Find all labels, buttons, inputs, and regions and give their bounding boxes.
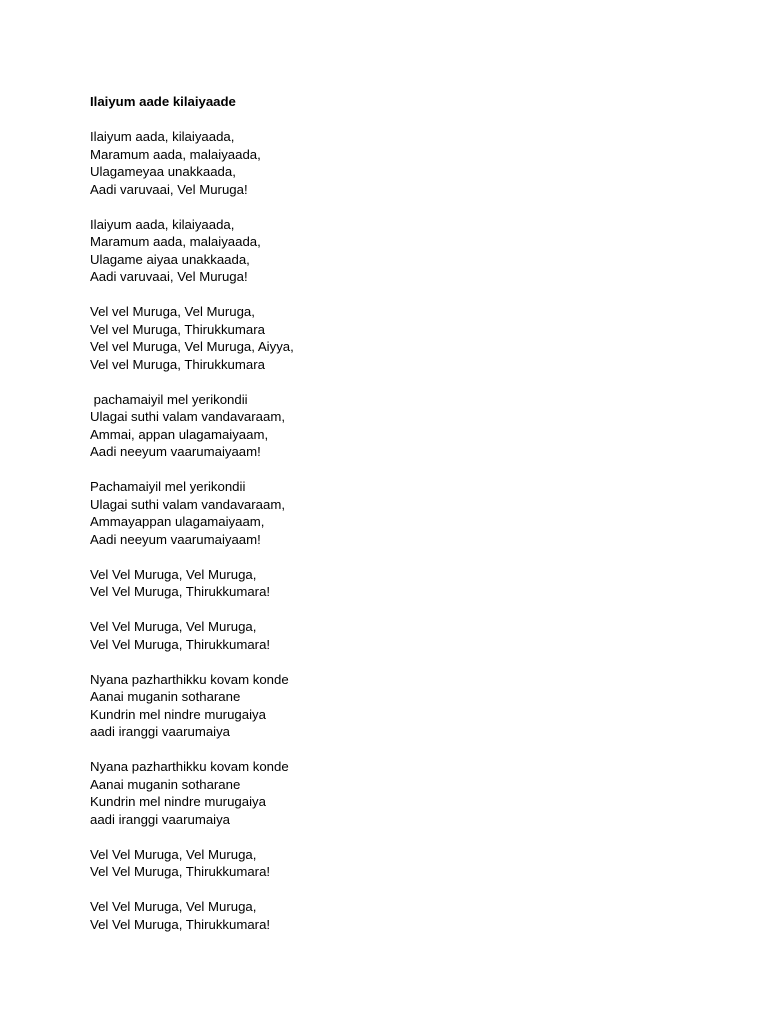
lyric-line: Vel Vel Muruga, Thirukkumara! [90,584,271,599]
lyric-line: Aadi neeyum vaarumaiyaam! [90,531,261,547]
lyric-line: Vel vel Muruga, Vel Muruga, Aiyya, [90,339,294,354]
lyric-line: Ilaiyum aada, kilaiyaada, [90,129,235,144]
lyric-line: Ammai, appan ulagamaiyaam, [90,426,269,442]
lyric-line: Nyana pazharthikku kovam konde [90,671,289,687]
lyric-line: Vel vel Muruga, Thirukkumara [90,321,265,337]
lyric-line: Pachamaiyil mel yerikondii [90,479,246,494]
document-title: Ilaiyum aade kilaiyaade [90,94,236,109]
lyric-line: Ulagame aiyaa unakkaada, [90,251,250,267]
lyric-line: aadi iranggi vaarumaiya [90,724,231,739]
lyric-line: Aadi varuvaai, Vel Muruga! [90,269,248,284]
lyric-line: Nyana pazharthikku kovam konde [90,759,289,774]
document-body [90,93,710,951]
lyric-line: Ulagai suthi valam vandavaraam, [90,496,285,512]
stanza [90,478,710,548]
lyric-line: Aadi varuvaai, Vel Muruga! [90,181,248,197]
lyric-line: Vel Vel Muruga, Vel Muruga, [90,846,257,862]
stanza [90,846,710,881]
stanza [90,671,710,741]
stanza [90,216,710,286]
stanza [90,758,710,828]
stanza [90,898,710,933]
lyric-line: Aanai muganin sotharane [90,776,241,792]
lyric-line: Vel Vel Muruga, Vel Muruga, [90,566,257,582]
lyric-line: Aanai muganin sotharane [90,689,241,704]
lyric-line: Ulagameyaa unakkaada, [90,164,236,179]
lyric-line: Ilaiyum aada, kilaiyaada, [90,216,235,232]
lyric-line: Maramum aada, malaiyaada, [90,146,261,162]
lyric-line: Ulagai suthi valam vandavaraam, [90,409,285,424]
lyric-line: Kundrin mel nindre murugaiya [90,794,266,809]
lyric-line: Vel Vel Muruga, Thirukkumara! [90,916,271,932]
lyric-line: Aadi neeyum vaarumaiyaam! [90,444,261,459]
lyric-line: Vel Vel Muruga, Vel Muruga, [90,619,257,634]
stanza [90,303,710,373]
lyric-line: Vel vel Muruga, Vel Muruga, [90,304,255,319]
lyric-line: pachamaiyil mel yerikondii [90,391,248,407]
stanza [90,566,710,601]
lyric-line: aadi iranggi vaarumaiya [90,811,231,827]
lyric-line: Maramum aada, malaiyaada, [90,234,261,249]
lyric-line: Ammayappan ulagamaiyaam, [90,514,265,529]
stanza [90,391,710,461]
lyric-line: Vel vel Muruga, Thirukkumara [90,356,265,372]
stanza [90,618,710,653]
lyric-line: Vel Vel Muruga, Thirukkumara! [90,636,271,652]
lyric-line: Vel Vel Muruga, Thirukkumara! [90,864,271,879]
stanza [90,128,710,198]
lyric-line: Kundrin mel nindre murugaiya [90,706,266,722]
lyric-line: Vel Vel Muruga, Vel Muruga, [90,899,257,914]
stanza-list [90,128,710,933]
